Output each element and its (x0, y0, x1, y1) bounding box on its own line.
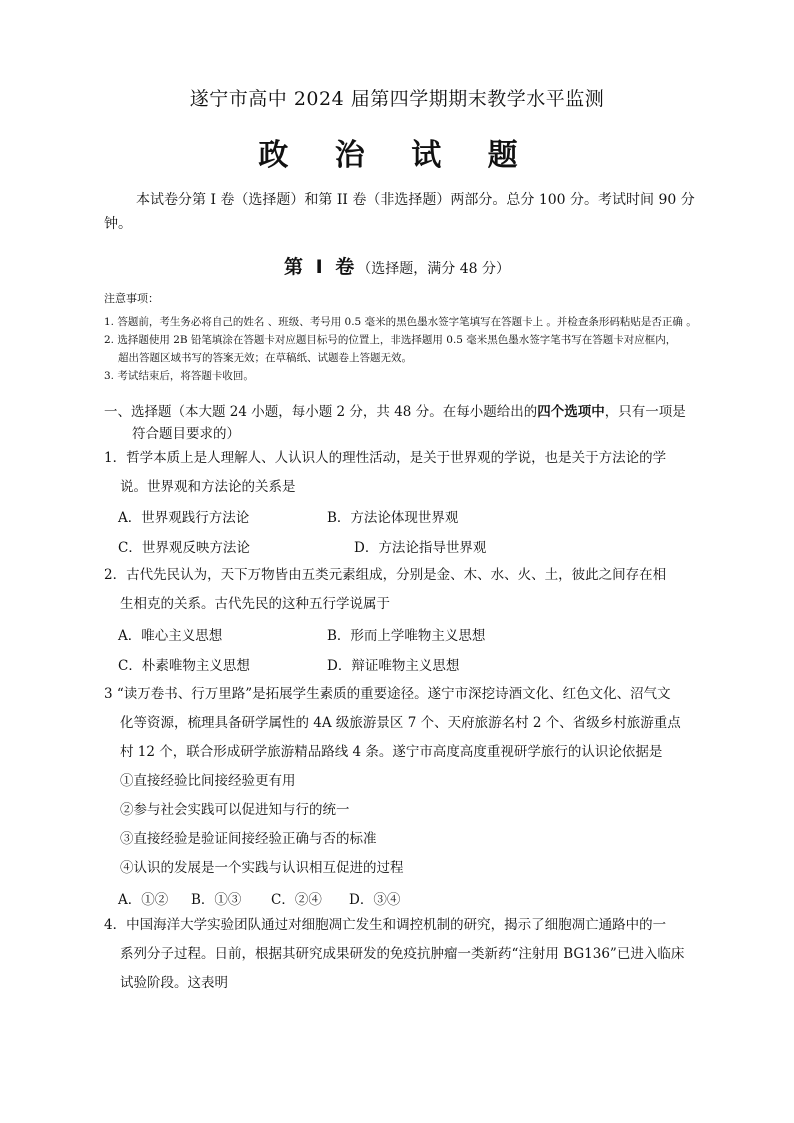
q1-option-d[interactable]: D．方法论指导世界观 (354, 540, 487, 556)
part-heading (0, 252, 794, 279)
intro-line: 钟。 (104, 216, 132, 232)
subject-title: 政 治 试 题 (258, 138, 536, 173)
question-stem: 3 “读万卷书、行万里路”是拓展学生素质的重要途径。遂宁市深挖诗酒文化、红色文化、沼气文 (104, 686, 671, 702)
question-4 (104, 911, 694, 998)
note-item: 超出答题区域书写的答案无效；在草稿纸、试题卷上答题无效。 (118, 352, 412, 364)
q1-option-a[interactable]: A．世界观践行方法论 (118, 510, 250, 526)
q2-option-d[interactable]: D．辩证唯物主义思想 (327, 658, 460, 674)
section-heading-line (104, 401, 694, 423)
section-heading (104, 401, 694, 445)
section-heading-text: ，只有一项是 (604, 404, 686, 420)
section-heading-line: 符合题目要求的） (132, 426, 240, 442)
part-description: （选择题，满分 48 分） (357, 261, 511, 277)
question-3 (104, 680, 694, 883)
q2-option-b[interactable]: B．形而上学唯物主义思想 (327, 628, 486, 644)
q3-option-a[interactable]: A．①② (118, 892, 169, 908)
statement-4: ④认识的发展是一个实践与认识相互促进的过程 (120, 860, 404, 876)
question-stem: 2．古代先民认为，天下万物皆由五类元素组成，分别是金、木、水、火、土，彼此之间存在相 (104, 567, 667, 583)
question-2 (104, 561, 694, 619)
section-heading-emphasis: 四个选项中 (537, 404, 605, 420)
question-stem: 化等资源，梳理具备研学属性的 4A 级旅游景区 7 个、天府旅游名村 2 个、省级乡村旅游重点 (120, 715, 681, 731)
exam-title: 遂宁市高中 2024 届第四学期期末教学水平监测 (189, 88, 605, 110)
question-stem: 村 12 个，联合形成研学旅游精品路线 4 条。遂宁市高度高度重视研学旅行的认识论依据是 (120, 744, 663, 760)
notes-list (104, 313, 697, 385)
note-item: 2. 选择题使用 2B 铅笔填涂在答题卡对应题目标号的位置上，非选择题用 0.5 毫米黑色墨水签字笔书写在答题卡对应框内， (104, 334, 677, 346)
intro-line: 本试卷分第 I 卷（选择题）和第 II 卷（非选择题）两部分。总分 100 分。考试时间 90 分 (136, 192, 695, 208)
q3-option-d[interactable]: D．③④ (349, 892, 401, 908)
question-stem: 生相克的关系。古代先民的这种五行学说属于 (120, 596, 390, 612)
q3-option-b[interactable]: B．①③ (191, 892, 242, 908)
statement-2: ②参与社会实践可以促进知与行的统一 (120, 802, 350, 818)
q2-option-c[interactable]: C．朴素唯物主义思想 (118, 658, 250, 674)
question-stem: 说。世界观和方法论的关系是 (120, 479, 296, 495)
question-stem: 试验阶段。这表明 (120, 975, 228, 991)
question-stem: 1．哲学本质上是人理解人、人认识人的理性活动，是关于世界观的学说，也是关于方法论的学 (104, 450, 667, 466)
question-1 (104, 444, 694, 502)
statement-1: ①直接经验比间接经验更有用 (120, 773, 296, 789)
question-stem: 系列分子过程。日前，根据其研究成果研发的免疫抗肿瘤一类新药“注射用 BG136”已进入临床 (120, 946, 685, 962)
note-item: 1. 答题前，考生务必将自己的姓名 、班级、考号用 0.5 毫米的黑色墨水签字笔填写在答题卡上 。并检查条形码粘贴是否正确 。 (104, 316, 697, 328)
section-heading-text: 一、选择题（本大题 24 小题，每小题 2 分，共 48 分。在每小题给出的 (104, 404, 538, 420)
q1-option-b[interactable]: B．方法论体现世界观 (327, 510, 459, 526)
q1-option-c[interactable]: C．世界观反映方法论 (118, 540, 250, 556)
part-number: 第 Ⅰ 卷 (283, 256, 358, 278)
exam-intro (104, 188, 696, 236)
notes-title: 注意事项： (104, 292, 159, 305)
note-item: 3. 考试结束后，将答题卡收回。 (104, 370, 254, 382)
question-stem: 4．中国海洋大学实验团队通过对细胞凋亡发生和调控机制的研究，揭示了细胞凋亡通路中的一 (104, 917, 667, 933)
statement-3: ③直接经验是验证间接经验正确与否的标准 (120, 831, 377, 847)
q2-option-a[interactable]: A．唯心主义思想 (118, 628, 223, 644)
q3-option-c[interactable]: C．②④ (271, 892, 322, 908)
